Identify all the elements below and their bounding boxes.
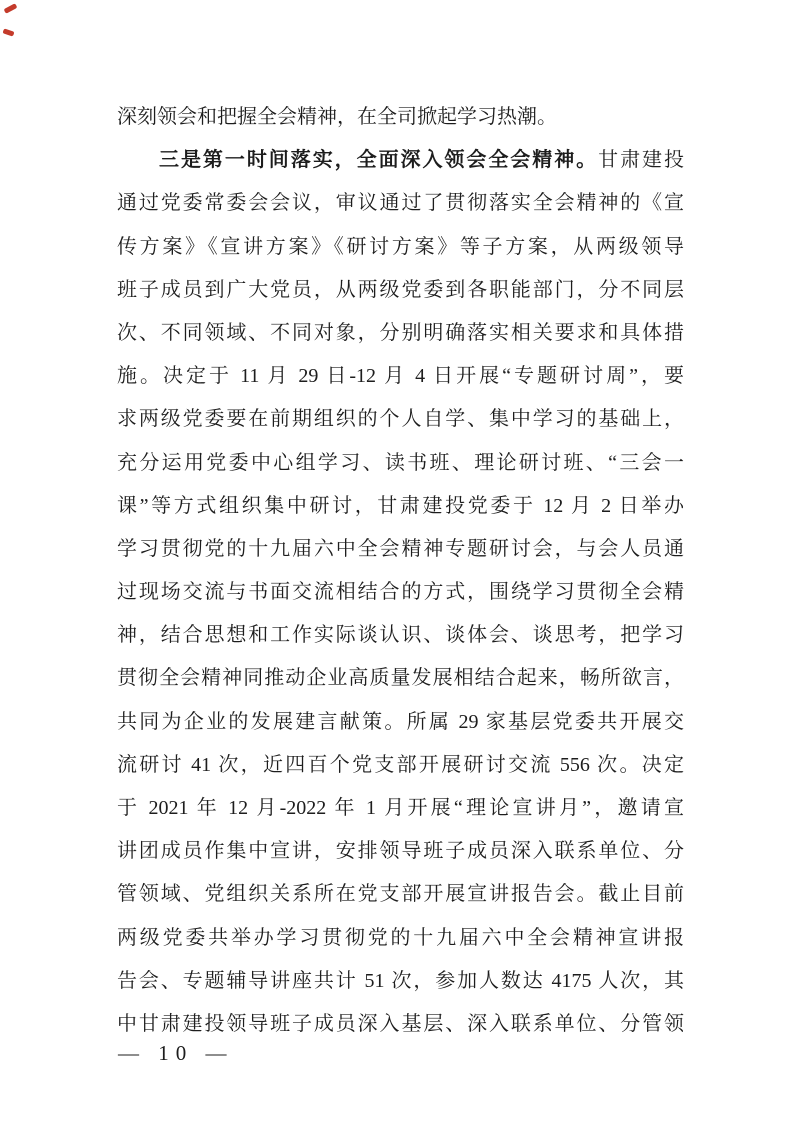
- red-corner-mark-icon: [4, 3, 18, 14]
- section-heading-bold: 三是第一时间落实，全面深入领会全会精神。: [159, 149, 599, 172]
- body-line: 充分运用党委中心组学习、读书班、理论研讨班、“三会一: [117, 451, 684, 474]
- body-line: 学习贯彻党的十九届六中全会精神专题研讨会，与会人员通: [117, 537, 684, 560]
- document-body: [117, 96, 684, 1046]
- body-line: 次、不同领域、不同对象，分别明确落实相关要求和具体措: [117, 321, 684, 344]
- body-line: 传方案》《宣讲方案》《研讨方案》等子方案，从两级领导: [117, 235, 684, 258]
- body-line: 中甘肃建投领导班子成员深入基层、深入联系单位、分管领: [117, 1012, 684, 1035]
- red-corner-mark-icon: [2, 28, 14, 36]
- body-line: 班子成员到广大党员，从两级党委到各职能部门，分不同层: [117, 278, 684, 301]
- page-number: — 10 —: [118, 1041, 234, 1065]
- body-line: 流研讨 41 次，近四百个党支部开展研讨交流 556 次。决定: [117, 753, 684, 776]
- paragraph-end-line: 深刻领会和把握全会精神，在全司掀起学习热潮。: [117, 106, 557, 128]
- body-line: 施。决定于 11 月 29 日-12 月 4 日开展“专题研讨周”，要: [117, 365, 684, 388]
- section-heading-tail: 甘肃建投: [598, 149, 684, 172]
- section-heading-line: [117, 139, 684, 182]
- body-line: 贯彻全会精神同推动企业高质量发展相结合起来，畅所欲言，: [117, 667, 684, 690]
- body-line: 管领域、党组织关系所在党支部开展宣讲报告会。截止目前: [117, 883, 684, 906]
- body-line: 神，结合思想和工作实际谈认识、谈体会、谈思考，把学习: [117, 624, 684, 647]
- body-line: 共同为企业的发展建言献策。所属 29 家基层党委共开展交: [117, 710, 684, 733]
- body-line: 两级党委共举办学习贯彻党的十九届六中全会精神宣讲报: [117, 926, 684, 949]
- body-line: 讲团成员作集中宣讲，安排领导班子成员深入联系单位、分: [117, 840, 684, 863]
- body-line: 于 2021 年 12 月-2022 年 1 月开展“理论宣讲月”，邀请宣: [117, 797, 684, 819]
- body-line: 告会、专题辅导讲座共计 51 次，参加人数达 4175 人次，其: [117, 969, 684, 992]
- body-line: 通过党委常委会会议，审议通过了贯彻落实全会精神的《宣: [117, 192, 684, 215]
- body-line: 课”等方式组织集中研讨，甘肃建投党委于 12 月 2 日举办: [117, 494, 684, 517]
- body-line: 求两级党委要在前期组织的个人自学、集中学习的基础上，: [117, 408, 684, 431]
- body-line: 过现场交流与书面交流相结合的方式，围绕学习贯彻全会精: [117, 581, 684, 604]
